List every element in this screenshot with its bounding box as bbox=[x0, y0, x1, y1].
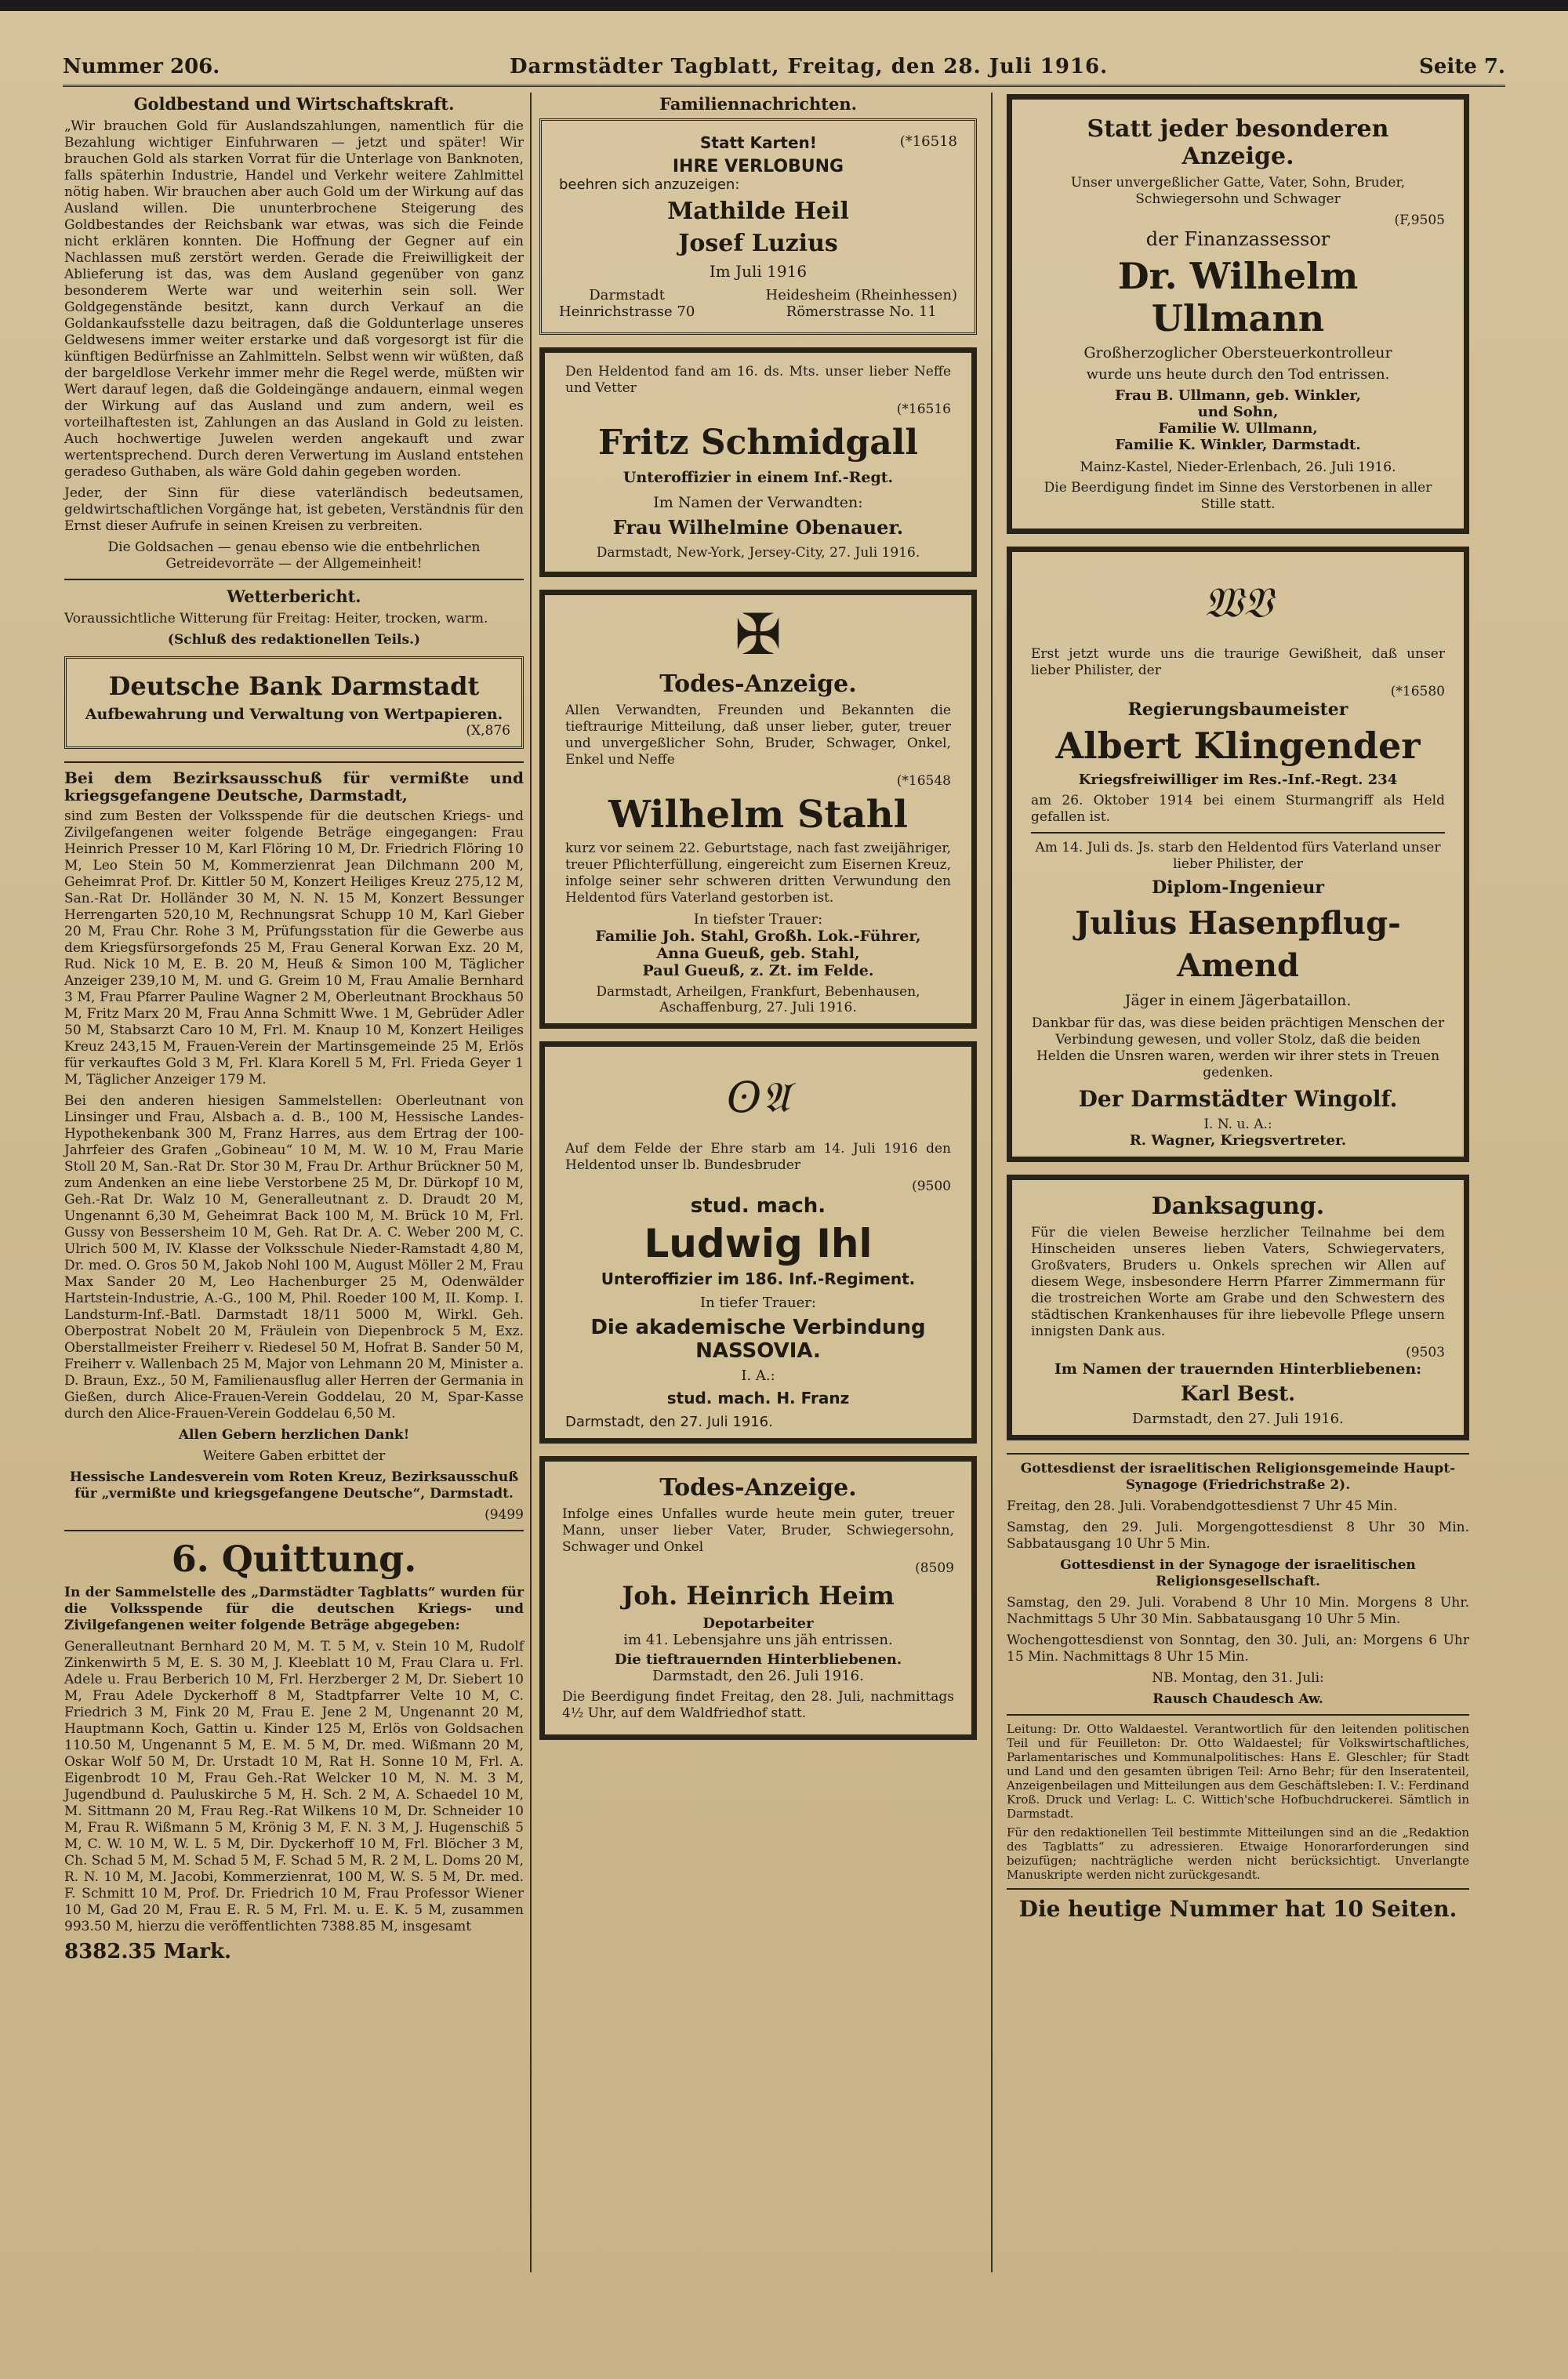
committee-thanks: Allen Gebern herzlichen Dank! bbox=[178, 1427, 410, 1443]
imprint: Leitung: Dr. Otto Waldaestel. Verantwortlich für den leitenden politischen Teil und für Feuilleton: Dr. Otto Waldaestel; für Volkswirtschaftliches, Parlamentarisches und Kommunalpolitisches: Hans E. Gleschler; für Stadt und Land und den gesamten übrigen Teil: Arno Behr; für den Inseratenteil, Anzeigenbeilagen und Mitteilungen aus dem Geschäftsleben: I. V.: Ferdinand Kroß. Druck und Verlag: L. C. Wittich'sche Hofbuchdruckerei. Sämtlich in Darmstadt. bbox=[1007, 1722, 1469, 1821]
ihl-ia: I. A.: bbox=[741, 1367, 775, 1384]
wingolf-org: Der Darmstädter Wingolf. bbox=[1078, 1086, 1398, 1112]
scan-top-edge bbox=[0, 0, 1568, 11]
gold-article-text-3: Die Goldsachen — genau ebenso wie die entbehrlichen Getreidevorräte — der Allgemeinheit! bbox=[107, 539, 481, 572]
ihl-org: Die akademische Verbindung NASSOVIA. bbox=[590, 1316, 926, 1363]
heim-place: Darmstadt, den 26. Juli 1916. bbox=[652, 1668, 864, 1684]
engagement-date: Im Juli 1916 bbox=[709, 262, 808, 281]
ihl-text: Auf dem Felde der Ehre starb am 14. Juli 1916 den Heldentod unser lb. Bundesbruder bbox=[565, 1141, 951, 1173]
schmidgall-place: Darmstadt, New-York, Jersey-City, 27. Juli 1916. bbox=[596, 545, 920, 561]
page-header bbox=[63, 49, 1505, 87]
engagement-title: IHRE VERLOBUNG bbox=[672, 157, 844, 176]
best-title: Danksagung. bbox=[1151, 1193, 1325, 1220]
schmidgall-text: Den Heldentod fand am 16. ds. Mts. unser lieber Neffe und Vetter bbox=[565, 364, 951, 396]
column-right bbox=[1007, 94, 1469, 1922]
ihl-signer: stud. mach. H. Franz bbox=[666, 1389, 850, 1407]
engagement-addr-1a: Darmstadt bbox=[589, 287, 666, 303]
klingender-text-2: am 26. Oktober 1914 bei einem Sturmangriff als Held gefallen ist. bbox=[1031, 793, 1445, 825]
ad-deutsche-bank bbox=[64, 656, 524, 749]
hasenpflug-text: Am 14. Juli ds. Js. starb den Heldentod fürs Vaterland unser lieber Philister, der bbox=[1035, 840, 1441, 872]
engagement-head: Statt Karten! bbox=[700, 133, 817, 152]
ullmann-rank: Großherzoglicher Obersteuerkontrolleur bbox=[1083, 344, 1392, 361]
heim-rank: Depotarbeiter bbox=[702, 1615, 814, 1632]
best-place: Darmstadt, den 27. Juli 1916. bbox=[1132, 1411, 1344, 1427]
gold-article-text-2: Jeder, der Sinn für diese vaterländisch bedeutsamen, geldwirtschaftlichen Vorgänge hat, ist gebeten, Verständnis für den Ernst dieser Aufrufe in seinen Kreisen zu verbreiten. bbox=[64, 485, 524, 534]
service-line-2: Samstag, den 29. Juli. Morgengottesdienst 8 Uhr 30 Min. Sabbatausgang 10 Uhr 5 Min. bbox=[1007, 1520, 1469, 1552]
issue-number: Nummer 206. bbox=[63, 55, 220, 78]
stahl-mourn: In tiefster Trauer: bbox=[693, 911, 823, 928]
service-line-6: Rausch Chaudesch Aw. bbox=[1152, 1691, 1323, 1707]
ihl-pre: stud. mach. bbox=[690, 1194, 826, 1218]
service-line-1: Freitag, den 28. Juli. Vorabendgottesdienst 7 Uhr 45 Min. bbox=[1007, 1498, 1398, 1514]
engagement-addr-2a: Heidesheim (Rheinhessen) bbox=[765, 287, 957, 303]
ad-ullmann bbox=[1007, 94, 1469, 534]
stahl-family-2: Anna Gueuß, geb. Stahl, bbox=[656, 945, 860, 962]
engagement-addr-2b: Römerstrasse No. 11 bbox=[786, 303, 937, 320]
stahl-code: (*16548 bbox=[896, 773, 951, 789]
wingolf-signer: R. Wagner, Kriegsvertreter. bbox=[1129, 1132, 1347, 1149]
engagement-code: (*16518 bbox=[899, 133, 957, 150]
ullmann-title: Statt jeder besonderen Anzeige. bbox=[1087, 115, 1389, 170]
wingolf-ia: I. N. u. A.: bbox=[1203, 1117, 1272, 1132]
best-sign: Im Namen der trauernden Hinterbliebenen: bbox=[1054, 1360, 1422, 1378]
stahl-text: Allen Verwandten, Freunden und Bekannten die tieftraurige Mitteilung, daß unser lieber, guter, treuer und unvergeßlicher Sohn, Bruder, Schwager, Onkel, Enkel und Neffe bbox=[565, 703, 951, 768]
column-rule-2 bbox=[991, 93, 993, 2272]
fraternity-monogram-icon: ʘ𝔄 bbox=[726, 1073, 790, 1122]
stahl-name: Wilhelm Stahl bbox=[608, 793, 908, 837]
klingender-pre: Regierungsbaumeister bbox=[1127, 699, 1348, 720]
ad-stahl bbox=[539, 590, 977, 1029]
stahl-family-1: Familie Joh. Stahl, Großh. Lok.-Führer, bbox=[595, 928, 921, 945]
klingender-text: Erst jetzt wurde uns die traurige Gewißheit, daß unser lieber Philister, der bbox=[1031, 646, 1445, 678]
ullmann-burial: Die Beerdigung findet im Sinne des Verstorbenen in aller Stille statt. bbox=[1044, 480, 1432, 512]
heim-age: im 41. Lebensjahre uns jäh entrissen. bbox=[623, 1632, 893, 1648]
committee-code: (9499 bbox=[485, 1507, 524, 1523]
stahl-place: Darmstadt, Arheilgen, Frankfurt, Bebenhausen, Aschaffenburg, 27. Juli 1916. bbox=[596, 984, 920, 1015]
committee-donations-2: Bei den anderen hiesigen Sammelstellen: Oberleutnant von Linsinger und Frau, Alsbach a. d. B., 100 M, Hessische Landes-Hypothekenbank 300 M, Franz Harres, aus dem Ertrag der 100-Jahrfeier des Grafen „Gobineau“ 10 M, M. W. 10 M, Frau Marie Stoll 20 M, San.-Rat Dr. Stor 30 M, Frau Dr. Arthur Brückner 50 M, zum Andenken an eine liebe Verstorbene 25 M, Dr. Dürkopf 10 M, Geh.-Rat Dr. Walz 10 M, Generalleutnant z. D. Draudt 20 M, Ungenannt 6,30 M, Geheimrat Back 100 M, M. Brück 10 M, Frl. Gussy von Bessersheim 10 M, Geh. Rat Dr. A. C. Weber 200 M, C. Ulrich 500 M, IV. Klasse der Volksschule Nieder-Ramstadt 4,80 M, Dr. med. O. Gros 50 M, Jakob Nohl 100 M, August Möller 2 M, Frau Max Sander 20 M, Leo Hachenburger 25 M, Odenwälder Hartstein-Industrie, A.-G., 100 M, Phil. Roeder 100 M, II. Komp. I. Landsturm-Inf.-Batl. Darmstadt 18/11 5000 M, Wirkl. Geh. Oberpostrat Nobelt 20 M, Fräulein von Diepenbrock 5 M, Exz. Oberstallmeister Freiherr v. Riedesel 50 M, Hofrat B. Sander 50 M, Freiherr v. Wallenbach 25 M, Major von Lehmann 20 M, Minister a. D. Braun, Exz., 50 M, Familienausflug aller Herren der Germania in Gießen, durch Alice-Frauen-Verein Goddelau, 20 M, Spar-Kasse durch den Alice-Frauen-Verein Goddelau 6,50 M. bbox=[64, 1093, 524, 1422]
ullmann-text-2: wurde uns heute durch den Tod entrissen. bbox=[1086, 366, 1390, 383]
stahl-title: Todes-Anzeige. bbox=[659, 670, 857, 698]
committee-org: Hessische Landesverein vom Roten Kreuz, Bezirksausschuß für „vermißte und kriegsgefangene Deutsche“, Darmstadt. bbox=[69, 1469, 519, 1502]
best-signer: Karl Best. bbox=[1180, 1382, 1296, 1406]
service-title-2: Gottesdienst in der Synagoge der israelitischen Religionsgesellschaft. bbox=[1060, 1557, 1416, 1589]
ihl-mourn: In tiefer Trauer: bbox=[700, 1295, 816, 1311]
page-number: Seite 7. bbox=[1419, 55, 1505, 78]
ullmann-code: (F,9505 bbox=[1394, 212, 1445, 228]
ullmann-pre: der Finanzassessor bbox=[1145, 228, 1330, 250]
weather-text: Voraussichtliche Witterung für Freitag: Heiter, trocken, warm. bbox=[64, 611, 488, 627]
service-line-5: NB. Montag, den 31. Juli: bbox=[1152, 1670, 1324, 1686]
ullmann-family-4: Familie K. Winkler, Darmstadt. bbox=[1115, 437, 1361, 453]
klingender-name: Albert Klingender bbox=[1055, 725, 1421, 767]
ullmann-text: Unser unvergeßlicher Gatte, Vater, Sohn, Bruder, Schwiegersohn und Schwager bbox=[1070, 175, 1406, 207]
service-line-3: Samstag, den 29. Juli. Vorabend 8 Uhr 10 Min. Morgens 8 Uhr. Nachmittags 5 Uhr 30 Min. Sabbatausgang 10 Uhr 5 Min. bbox=[1007, 1595, 1469, 1627]
heim-mourn: Die tieftrauernden Hinterbliebenen. bbox=[614, 1651, 902, 1668]
hasenpflug-pre: Diplom-Ingenieur bbox=[1152, 877, 1324, 898]
heim-burial: Die Beerdigung findet Freitag, den 28. Juli, nachmittags 4½ Uhr, auf dem Waldfriedhof statt. bbox=[562, 1689, 954, 1721]
receipt-total: 8382.35 Mark. bbox=[64, 1940, 232, 1963]
ad-heim bbox=[539, 1456, 977, 1740]
schmidgall-rank: Unteroffizier in einem Inf.-Regt. bbox=[622, 469, 894, 486]
hasenpflug-rank: Jäger in einem Jägerbataillon. bbox=[1124, 992, 1352, 1009]
klingender-code: (*16580 bbox=[1390, 684, 1445, 699]
heim-text: Infolge eines Unfalles wurde heute mein guter, treuer Mann, unser lieber Vater, Bruder, Schwiegersohn, Schwager und Onkel bbox=[562, 1506, 954, 1555]
engagement-name-1: Mathilde Heil bbox=[667, 198, 849, 225]
schmidgall-code: (*16516 bbox=[896, 401, 951, 417]
klingender-rank: Kriegsfreiwilliger im Res.-Inf.-Regt. 234 bbox=[1078, 772, 1398, 788]
receipt-title: 6. Quittung. bbox=[171, 1538, 417, 1580]
ad-klingender bbox=[1007, 547, 1469, 1162]
page-count-footer: Die heutige Nummer hat 10 Seiten. bbox=[1018, 1896, 1457, 1922]
receipt-list: Generalleutnant Bernhard 20 M, M. T. 5 M, v. Stein 10 M, Rudolf Zinkenwirth 5 M, E. S. 30 M, J. Kleeblatt 10 M, Frau Clara u. Frl. Adele u. Frau Berberich 10 M, Frl. Herzberger 2 M, Dr. Siebert 10 M, Frau Adele Dyckerhoff 8 M, Stadtpfarrer Velte 10 M, C. Friedrich 3 M, Fink 20 M, Frau E. Jene 2 M, Ungenannt 20 M, Hauptmann Koch, Gattin u. Kinder 125 M, Erlös von Goldsachen 110.50 M, Ungenannt 5 M, E. M. 5 M, Dr. med. Wißmann 20 M, Oskar Wolf 50 M, Dr. Urstadt 10 M, Rat H. Sonne 10 M, Frl. A. Eigenbrodt 10 M, Frau Geh.-Rat Welcker 10 M, N. M. 3 M, Jugendbund d. Pauluskirche 5 M, H. Sch. 2 M, A. Schaedel 10 M, M. Sittmann 20 M, Frau Reg.-Rat Wilkens 10 M, Dr. Schneider 10 M, Frau R. Wißmann 5 M, Krönig 3 M, F. N. 3 M, J. Hugenschiß 5 M, C. W. 10 M, W. L. 5 M, Dir. Dyckerhoff 10 M, Frl. Blöcher 3 M, Ch. Schad 5 M, M. Schad 5 M, F. Schad 5 M, R. 2 M, L. Doms 20 M, R. N. 10 M, M. Jacobi, Kommerzienrat, 100 M, W. S. 5 M, Dr. med. F. Schmitt 10 M, Prof. Dr. Friedrich 10 M, Frau Professor Wiener 10 M, Gad 20 M, Frau E. R. 5 M, Frl. M. u. E. K. 5 M, zusammen 993.50 M, hierzu die veröffentlichten 7388.85 M, insgesamt bbox=[64, 1639, 524, 1934]
schmidgall-signer: Frau Wilhelmine Obenauer. bbox=[612, 516, 904, 539]
heim-title: Todes-Anzeige. bbox=[659, 1474, 857, 1502]
ullmann-family-2: und Sohn, bbox=[1197, 404, 1279, 420]
engagement-addr-1b: Heinrichstrasse 70 bbox=[559, 303, 695, 320]
stahl-text-2: kurz vor seinem 22. Geburtstage, nach fast zweijähriger, treuer Pflichterfüllung, eingereicht zum Eisernen Kreuz, infolge seiner sehr schweren dritten Verwundung den Heldentod fürs Vaterland gestorben ist. bbox=[565, 841, 951, 906]
gold-article-title: Goldbestand und Wirtschaftskraft. bbox=[133, 94, 455, 114]
masthead-line: Darmstädter Tagblatt, Freitag, den 28. Juli 1916. bbox=[510, 55, 1109, 78]
column-middle bbox=[539, 94, 977, 1752]
ihl-place: Darmstadt, den 27. Juli 1916. bbox=[565, 1414, 773, 1430]
stahl-family-3: Paul Gueuß, z. Zt. im Felde. bbox=[642, 962, 874, 979]
editorial-end: (Schluß des redaktionellen Teils.) bbox=[167, 632, 421, 648]
ullmann-family-3: Familie W. Ullmann, bbox=[1158, 420, 1318, 437]
service-line-4: Wochengottesdienst von Sonntag, den 30. Juli, an: Morgens 6 Uhr 15 Min. Nachmittags 8 Uhr 15 Min. bbox=[1007, 1633, 1469, 1665]
ihl-code: (9500 bbox=[912, 1179, 951, 1194]
weather-title: Wetterbericht. bbox=[227, 587, 361, 606]
committee-donations: sind zum Besten der Volksspende für die deutschen Kriegs- und Zivilgefangenen weiter folgende Beträge eingegangen: Frau Heinrich Presser 10 M, Karl Flöring 10 M, Dr. Friedrich Flöring 10 M, Leo Stein 50 M, Kommerzienrat Jean Dilchmann 200 M, Geheimrat Prof. Dr. Kittler 50 M, Konzert Heiliges Kreuz 275,12 M, San.-Rat Dr. Holländer 30 M, N. N. 15 M, Konzert Bessunger Herrengarten 520,10 M, Rechnungsrat Schupp 10 M, Karl Gieber 20 M, Frau Chr. Rohe 3 M, Prüfungsstation für die Gewerbe aus dem Kriegsfürsorgefonds 25 M, Frau General Korwan Exz. 20 M, Rud. Nick 10 M, E. B. 20 M, Heuß & Simon 100 M, Täglicher Anzeiger 239,10 M, M. und G. Greim 10 M, Frau Amalie Bernhard 3 M, Frau Pfarrer Pauline Wagner 2 M, Oberleutnant Brockhaus 50 M, Fritz Marx 20 M, Frau Anna Schmitt Wwe. 1 M, Gebrüder Adler 50 M, Stabsarzt Caro 10 M, Frl. M. Knaup 10 M, Konzert Heiliges Kreuz 243,15 M, Frauen-Verein der Martinsgemeinde 25 M, Erlös für verkauftes Gold 3 M, Frl. Klara Korell 5 M, Frl. Frieda Geyer 1 M, Täglicher Anzeiger 179 M. bbox=[64, 808, 524, 1088]
committee-more: Weitere Gaben erbittet der bbox=[202, 1448, 386, 1464]
imprint-2: Für den redaktionellen Teil bestimmte Mitteilungen sind an die „Redaktion des Tagblatts“ zu adressieren. Etwaige Honorarforderungen sind beizufügen; nachträgliche werden nicht berücksichtigt. Unverlangte Manuskripte werden nicht zurückgesandt. bbox=[1007, 1825, 1469, 1882]
ad-schmidgall bbox=[539, 347, 977, 577]
wingolf-text: Dankbar für das, was diese beiden prächtigen Menschen der Verbindung gewesen, und voller Stolz, daß die beiden Helden die Unsren waren, werden wir ihrer stets in Treuen gedenken. bbox=[1031, 1015, 1445, 1081]
hasenpflug-name: Julius Hasenpflug-Amend bbox=[1075, 905, 1401, 984]
bank-subtitle: Aufbewahrung und Verwaltung von Wertpapieren. bbox=[85, 706, 503, 723]
heim-code: (8509 bbox=[915, 1560, 954, 1576]
column-rule-1 bbox=[530, 93, 532, 2272]
best-text: Für die vielen Beweise herzlicher Teilnahme bei dem Hinscheiden unseres lieben Vaters, Schwiegervaters, Großvaters, Bruders u. Onkels sprechen wir Allen auf diesem Wege, insbesondere Herrn Pfarrer Zimmermann für die trostreichen Worte am Grabe und den Schwestern des städtischen Krankenhauses für ihre liebevolle Pflege unsern innigsten Dank aus. bbox=[1031, 1225, 1445, 1339]
wingolf-monogram-icon: 𝔚𝔙 bbox=[1203, 578, 1272, 627]
receipt-intro: In der Sammelstelle des „Darmstädter Tagblatts“ wurden für die Volksspende für die deutschen Kriegs- und Zivilgefangenen weiter folgende Beträge abgegeben: bbox=[64, 1585, 524, 1633]
engagement-name-2: Josef Luzius bbox=[678, 230, 838, 257]
committee-title: Bei dem Bezirksausschuß für vermißte und kriegsgefangene Deutsche, Darmstadt, bbox=[64, 768, 524, 805]
gold-article-text: „Wir brauchen Gold für Auslandszahlungen, namentlich für die Bezahlung wichtiger Einfuhrwaren — jetzt und später! Wir brauchen Gold als starken Vorrat für die Unterlage von Banknoten, falls späterhin Industrie, Handel und Verkehr weitere Zahlmittel nötig haben. Wir brauchen aber auch Gold um der Wirkung auf das Ausland willen. Die ununterbrochene Steigerung des Goldbestandes der Reichsbank war etwas, was sich die Feinde nicht erklären konnten. Die Hoffnung der Gegner auf ein Nachlassen muß zerstört werden. Gerade die Freiwilligkeit der Ablieferung ist das, was dem Ausland gegenüber von ganz besonderem Werte war und weiterhin sein soll. Wer Goldgegenstände besitzt, kann durch Verkauf an die Goldankaufsstelle dazu beitragen, daß die Goldunterlage unseres Geldwesens immer weiter erstarke und daß vorgesorgt ist für die künftigen Bedürfnisse an Zahlmitteln. Selbst wenn wir wüßten, daß der bargeldlose Verkehr immer mehr die Regel werde, müßten wir Wert darauf legen, daß die Goldeingänge andauern, einmal wegen der Wirkung auf das Ausland und zum andern, weil es vorteilhaftesten ist, Zahlungen an das Ausland in Gold zu leisten. Auch hochwertige Juwelen werden angekauft und zwar wertentsprechend. Durch deren Verwertung im Ausland entstehen geradeso Guthaben, als wäre Gold dahin gegeben worden. bbox=[64, 118, 524, 480]
heim-name: Joh. Heinrich Heim bbox=[622, 1581, 895, 1611]
ullmann-place: Mainz-Kastel, Nieder-Erlenbach, 26. Juli 1916. bbox=[1080, 459, 1396, 475]
column-left bbox=[64, 94, 524, 1963]
ihl-rank: Unteroffizier im 186. Inf.-Regiment. bbox=[601, 1269, 916, 1288]
ihl-name: Ludwig Ihl bbox=[644, 1221, 873, 1266]
iron-cross-icon: ✠ bbox=[734, 601, 782, 667]
family-news-title: Familiennachrichten. bbox=[659, 94, 857, 114]
bank-code: (X,876 bbox=[466, 723, 510, 739]
best-code: (9503 bbox=[1406, 1345, 1445, 1360]
engagement-sub: beehren sich anzuzeigen: bbox=[559, 176, 740, 193]
schmidgall-sign: Im Namen der Verwandten: bbox=[653, 494, 863, 511]
ad-thanks-best bbox=[1007, 1175, 1469, 1440]
ad-ihl bbox=[539, 1041, 977, 1444]
ullmann-name: Dr. Wilhelm Ullmann bbox=[1117, 255, 1359, 340]
ullmann-family-1: Frau B. Ullmann, geb. Winkler, bbox=[1115, 387, 1361, 404]
bank-name: Deutsche Bank Darmstadt bbox=[108, 671, 480, 701]
schmidgall-name: Fritz Schmidgall bbox=[597, 423, 919, 463]
ad-engagement bbox=[539, 118, 977, 335]
service-title: Gottesdienst der israelitischen Religionsgemeinde Haupt-Synagoge (Friedrichstraße 2). bbox=[1020, 1461, 1456, 1493]
